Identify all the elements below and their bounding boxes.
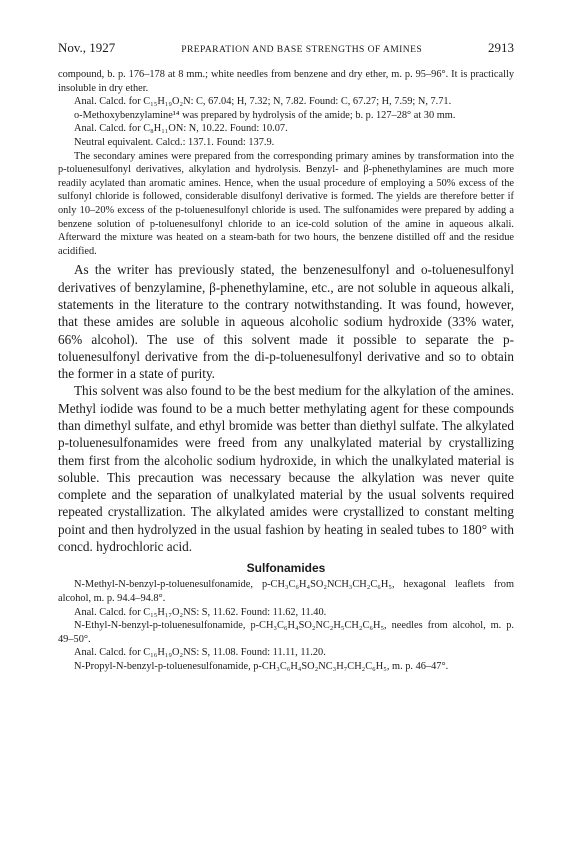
paragraph-analysis-2: Anal. Calcd. for C₈H₁₁ON: N, 10.22. Found: 10.07. [74,123,288,135]
header-title: PREPARATION AND BASE STRENGTHS OF AMINES [181,44,423,55]
paragraph-analysis-3: Anal. Calcd. for C₁₅H₁₇O₂NS: S, 11.62. Found: 11.62, 11.40. [74,606,327,618]
running-header [58,40,514,68]
section-heading-sulfonamides: Sulfonamides [246,561,326,576]
paragraph-methoxybenzylamine: o-Methoxybenzylamine¹⁴ was prepared by hydrolysis of the amide; b. p. 127–28° at 30 mm. [74,109,456,121]
paragraph-neutral-equivalent: Neutral equivalent. Calcd.: 137.1. Found: 137.9. [74,136,275,148]
header-date: Nov., 1927 [58,40,116,55]
paragraph-sulfonyl-solubility: As the writer has previously stated, the benzenesulfonyl and o-toluenesulfonyl derivatives of benzylamine, β-phenethylamine, etc., are not soluble in aqueous alkali, statements in the literature to the contrary notwithstanding. It was found, however, that these amides are soluble in aqueous alcoholic sodium hydroxide (33% water, 66% alcohol). The use of this solvent made it possible to separate the p-toluenesulfonyl derivative from the di-p-toluenesulfonyl derivative and so to obtain the former in a state of purity. [58,262,514,382]
paragraph-propyl-benzyl-sulfonamide: N-Propyl-N-benzyl-p-toluenesulfonamide, p-CH₃C₆H₄SO₂NC₃H₇CH₂C₆H₅, m. p. 46–47°. [74,660,449,672]
paragraph-ethyl-benzyl-sulfonamide: N-Ethyl-N-benzyl-p-toluenesulfonamide, p-CH₃C₆H₄SO₂NC₂H₅CH₂C₆H₅, needles from alcohol, m. p. 49–50°. [58,620,514,645]
journal-page [58,40,514,674]
paragraph-alkylation: This solvent was also found to be the best medium for the alkylation of the amines. Methyl iodide was found to be a much better methylating agent for these compounds than dimethyl sulfate, and ethyl bromide was better than diethyl sulfate. The alkylated p-toluenesulfonamides were freed from any unalkylated material by crystallizing them first from the alcoholic sodium hydroxide, in which the unalkylated material is soluble. This precaution was necessary because the alkylation was never quite complete and the separation of unalkylated material by the usual solvents required repeated crystallization. The alkylated amides were crystallized to constant melting point and then hydrolyzed in the usual fashion by heating in sealed tubes to 180° with concd. hydrochloric acid. [58,383,514,555]
page-number: 2913 [487,40,514,55]
paragraph-compound-description: compound, b. p. 176–178 at 8 mm.; white needles from benzene and dry ether, m. p. 95–96°. It is practically insoluble in dry ether. [58,69,514,94]
paragraph-analysis-1: Anal. Calcd. for C₁₅H₁₉O₂N: C, 67.04; H, 7.32; N, 7.82. Found: C, 67.27; H, 7.59; N, 7.71. [74,96,452,108]
paragraph-secondary-amines: The secondary amines were prepared from the corresponding primary amines by transformation into the p-toluenesulfonyl derivatives, alkylation and hydrolysis. Benzyl- and β-phenethylamines are much more readily acylated than aromatic amines. Hence, when the usual procedure of employing a 50% excess of the sulfonyl chloride is followed, considerable disulfonyl derivative is formed. The yields are therefore better if only 10–20% excess of the p-toluenesulfonyl chloride is used. The sulfonamides were prepared by adding a benzene solution of p-toluenesulfonyl chloride to an ice-cold solution of the amine in aqueous alkali. Afterward the mixture was heated on a steam-bath for two hours, the benzene distilled off and the residue acidified. [58,150,514,257]
paragraph-analysis-4: Anal. Calcd. for C₁₆H₁₉O₂NS: S, 11.08. Found: 11.11, 11.20. [74,647,326,659]
paragraph-methyl-benzyl-sulfonamide: N-Methyl-N-benzyl-p-toluenesulfonamide, p-CH₃C₆H₄SO₂NCH₃CH₂C₆H₅, hexagonal leaflets from alcohol, m. p. 94.4–94.8°. [58,579,514,604]
